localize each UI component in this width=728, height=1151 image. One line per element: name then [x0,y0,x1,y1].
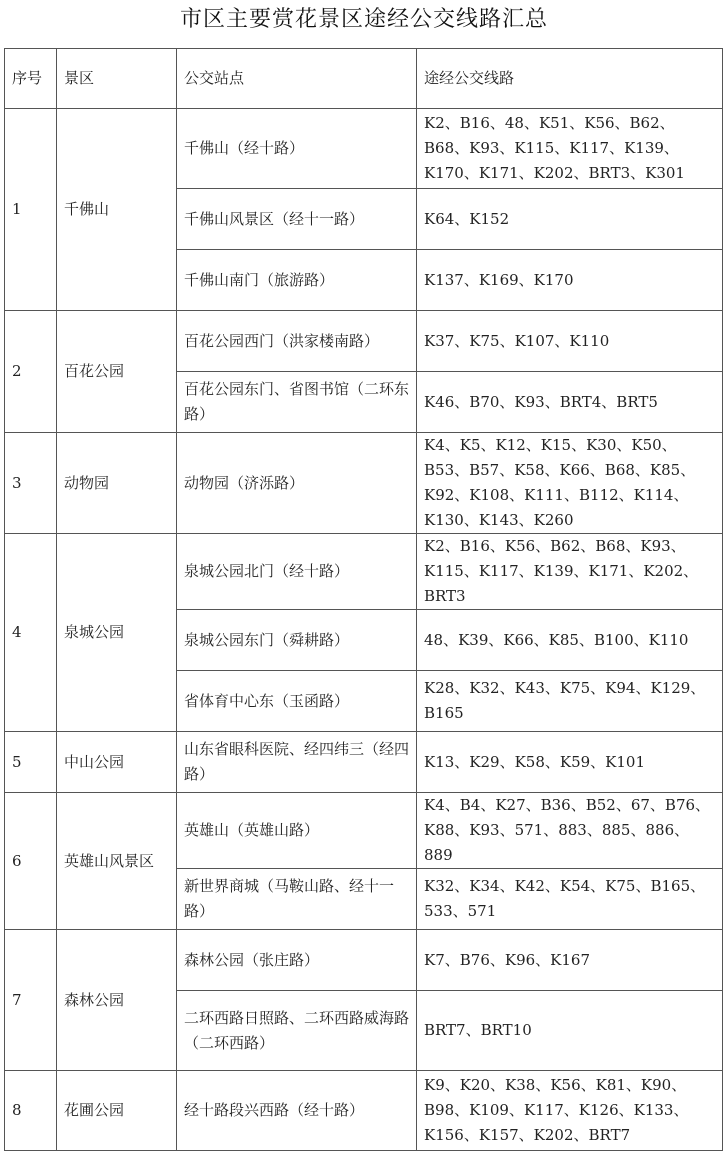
scenic-name: 动物园 [57,433,177,534]
route-list: K13、K29、K58、K59、K101 [417,732,723,793]
stop-name: 千佛山风景区（经十一路） [177,189,417,250]
route-list: K9、K20、K38、K56、K81、K90、B98、K109、K117、K126、K133、K156、K157、K202、BRT7 [417,1071,723,1151]
table-row [5,311,723,372]
row-number: 6 [5,793,57,930]
table-row [5,433,723,534]
bus-routes-table [4,48,723,1151]
route-list: K137、K169、K170 [417,250,723,311]
row-number: 4 [5,534,57,732]
table-row [5,930,723,991]
stop-name: 新世界商城（马鞍山路、经十一路） [177,869,417,930]
stop-name: 省体育中心东（玉函路） [177,671,417,732]
table-row [5,534,723,610]
route-list: K4、B4、K27、B36、B52、67、B76、K88、K93、571、883、885、886、889 [417,793,723,869]
scenic-name: 中山公园 [57,732,177,793]
route-list: K46、B70、K93、BRT4、BRT5 [417,372,723,433]
scenic-name: 千佛山 [57,109,177,311]
route-list: BRT7、BRT10 [417,991,723,1071]
header-scenic: 景区 [57,49,177,109]
scenic-name: 英雄山风景区 [57,793,177,930]
table-header-row [5,49,723,109]
row-number: 3 [5,433,57,534]
stop-name: 动物园（济泺路） [177,433,417,534]
stop-name: 泉城公园东门（舜耕路） [177,610,417,671]
route-list: K2、B16、K56、B62、B68、K93、K115、K117、K139、K171、K202、BRT3 [417,534,723,610]
scenic-name: 花圃公园 [57,1071,177,1151]
stop-name: 二环西路日照路、二环西路威海路（二环西路） [177,991,417,1071]
row-number: 2 [5,311,57,433]
route-list: K4、K5、K12、K15、K30、K50、B53、B57、K58、K66、B68、K85、K92、K108、K111、B112、K114、K130、K143、K260 [417,433,723,534]
route-list: K37、K75、K107、K110 [417,311,723,372]
route-list: K7、B76、K96、K167 [417,930,723,991]
table-row [5,793,723,869]
route-list: K2、B16、48、K51、K56、B62、B68、K93、K115、K117、K139、K170、K171、K202、BRT3、K301 [417,109,723,189]
stop-name: 英雄山（英雄山路） [177,793,417,869]
header-stop: 公交站点 [177,49,417,109]
stop-name: 森林公园（张庄路） [177,930,417,991]
table-row [5,1071,723,1151]
stop-name: 千佛山（经十路） [177,109,417,189]
header-no: 序号 [5,49,57,109]
stop-name: 千佛山南门（旅游路） [177,250,417,311]
scenic-name: 泉城公园 [57,534,177,732]
row-number: 8 [5,1071,57,1151]
stop-name: 百花公园西门（洪家楼南路） [177,311,417,372]
row-number: 5 [5,732,57,793]
route-list: K64、K152 [417,189,723,250]
table-row [5,109,723,189]
stop-name: 经十路段兴西路（经十路） [177,1071,417,1151]
page-title: 市区主要赏花景区途经公交线路汇总 [179,7,548,32]
stop-name: 山东省眼科医院、经四纬三（经四路） [177,732,417,793]
scenic-name: 百花公园 [57,311,177,433]
scenic-name: 森林公园 [57,930,177,1071]
route-list: 48、K39、K66、K85、B100、K110 [417,610,723,671]
header-routes: 途经公交线路 [417,49,723,109]
row-number: 7 [5,930,57,1071]
table-row [5,732,723,793]
stop-name: 百花公园东门、省图书馆（二环东路） [177,372,417,433]
route-list: K28、K32、K43、K75、K94、K129、B165 [417,671,723,732]
row-number: 1 [5,109,57,311]
stop-name: 泉城公园北门（经十路） [177,534,417,610]
route-list: K32、K34、K42、K54、K75、B165、533、571 [417,869,723,930]
